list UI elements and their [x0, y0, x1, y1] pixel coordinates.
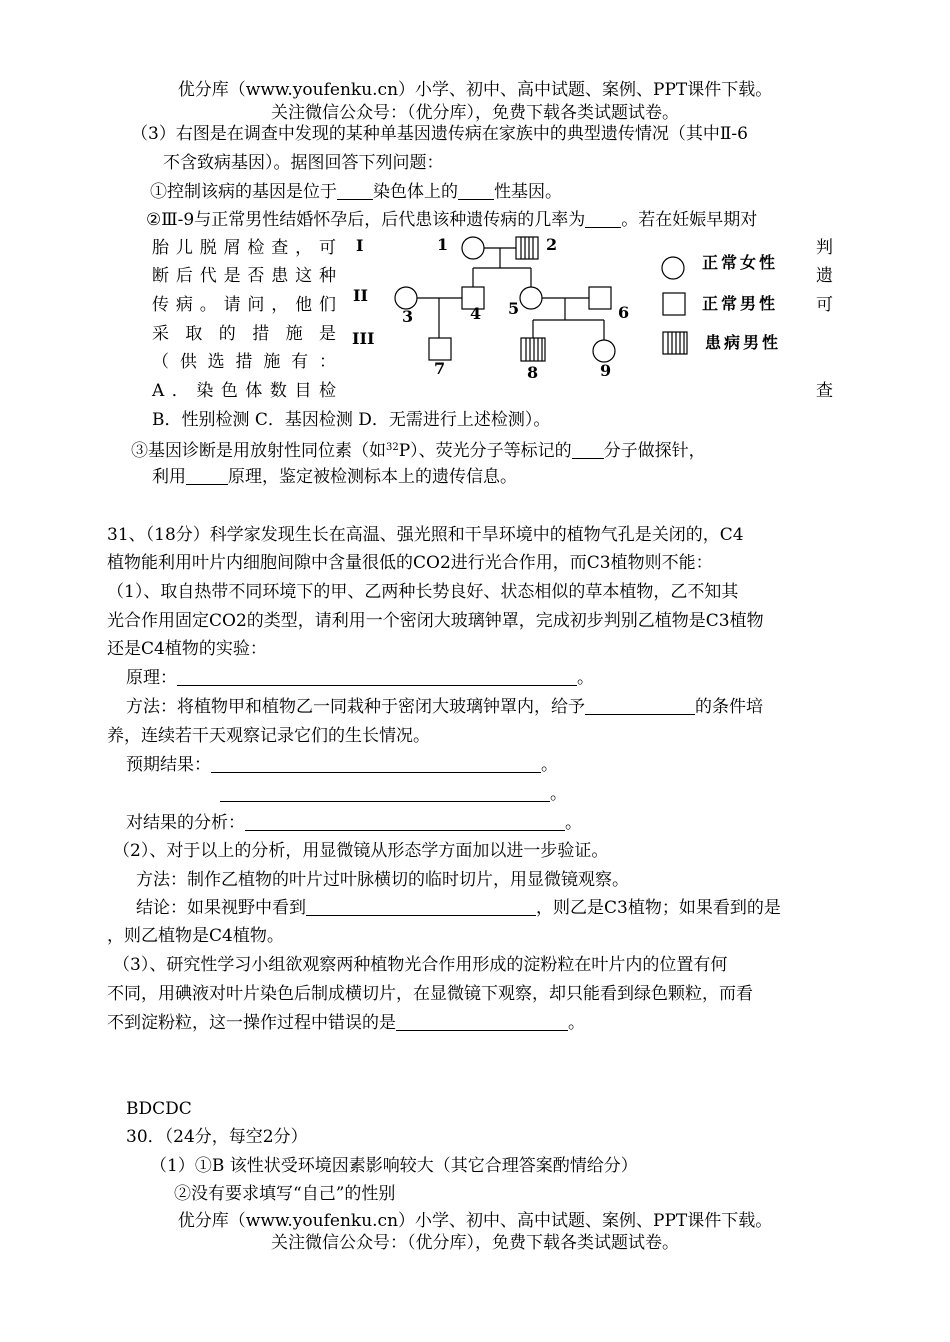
q31-part-2-conclusion-c: ，则乙植物是C4植物。 — [107, 926, 284, 946]
individual-6-male — [589, 287, 611, 309]
individual-1-female — [462, 237, 484, 259]
individual-2-affected-male — [516, 237, 538, 259]
q31-line-3: （1）、取自热带不同环境下的甲、乙两种长势良好、状态相似的草本植物，乙不知其 — [107, 582, 739, 602]
blank-dominance[interactable] — [458, 181, 494, 200]
conclusion-b: ，则乙是C3植物；如果看到的是 — [536, 898, 781, 918]
answer-choices: BDCDC — [126, 1099, 192, 1119]
blank-expected-2[interactable] — [220, 783, 550, 802]
blank-chromosome[interactable] — [337, 181, 373, 200]
legend-male-label: 正常男性 — [702, 294, 779, 313]
q31-analysis — [126, 812, 582, 834]
blank-condition[interactable] — [585, 696, 695, 715]
answer-q30-heading: 30．（24分，每空2分） — [126, 1127, 308, 1147]
blank-probe[interactable] — [572, 440, 604, 459]
q31-part-2: （2）、对于以上的分析，用显微镜从形态学方面加以进一步验证。 — [113, 841, 609, 861]
q31-method — [126, 696, 763, 718]
q31-line-4: 光合作用固定CO2的类型，请利用一个密闭大玻璃钟罩，完成初步判别乙植物是C3植物 — [107, 611, 764, 631]
num-2: 2 — [546, 235, 558, 254]
num-1: 1 — [437, 235, 449, 254]
blank-error[interactable] — [396, 1012, 568, 1031]
conclusion-a: 结论：如果视野中看到 — [136, 898, 306, 918]
q3-sub-1-b: 染色体上的 — [373, 182, 458, 202]
q3-sub-2-a: ②Ⅲ-9与正常男性结婚怀孕后，后代患该种遗传病的几率为 — [146, 210, 586, 230]
footer-line-2: 关注微信公众号：（优分库），免费下载各类试题试卷。 — [271, 1233, 679, 1253]
gen-label-3: III — [352, 329, 375, 348]
q3-options: B．性别检测 C．基因检测 D．无需进行上述检测）。 — [152, 410, 551, 430]
legend-female-icon — [662, 257, 684, 279]
q3-sub-1-a: ①控制该病的基因是位于 — [150, 182, 337, 202]
q31-part-3-line-3 — [107, 1012, 585, 1034]
num-9: 9 — [600, 361, 612, 380]
q3-wrap-1: 胎儿脱屑检查，可 — [152, 238, 336, 258]
q3-sub-2-b: 。若在妊娠早期对 — [621, 210, 758, 230]
q3-sub-3-e: 原理，鉴定被检测标本上的遗传信息。 — [228, 467, 517, 487]
q31-line-5: 还是C4植物的实验： — [107, 639, 267, 659]
gen-label-2: II — [353, 286, 368, 305]
blank-probability[interactable] — [585, 209, 621, 228]
q31-part-3-line-2: 不同，用碘液对叶片染色后制成横切片，在显微镜下观察，却只能看到绿色颗粒，而看 — [107, 984, 753, 1004]
blank-conclusion[interactable] — [306, 897, 536, 916]
num-5: 5 — [508, 299, 520, 318]
q3-wrap-4: 采取的措施是 — [152, 324, 336, 344]
principle-period: 。 — [577, 668, 594, 688]
q3-wrap-2: 断后代是否患这种 — [152, 266, 336, 286]
q3-intro-1: （3）右图是在调查中发现的某种单基因遗传病在家族中的典型遗传情况（其中Ⅱ-6 — [131, 124, 748, 144]
individual-3-female — [395, 287, 417, 309]
q3-wrap-5: （供选措施有： — [152, 352, 336, 372]
analysis-period: 。 — [565, 813, 582, 833]
blank-principle-3[interactable] — [186, 466, 228, 485]
blank-expected-1[interactable] — [211, 754, 541, 773]
legend-affected-label: 患病男性 — [705, 333, 782, 352]
individual-9-female — [593, 340, 615, 362]
q3-sub-3-a: ③基因诊断是用放射性同位素（如 — [131, 441, 386, 461]
num-6: 6 — [618, 303, 630, 322]
principle-label: 原理： — [126, 668, 177, 688]
q3-sub-3-c: 分子做探针， — [603, 441, 706, 461]
isotope-superscript: 32 — [386, 442, 399, 453]
q31-part-2-method: 方法：制作乙植物的叶片过叶脉横切的临时切片，用显微镜观察。 — [136, 870, 629, 890]
q3-sub-1-c: 性基因。 — [494, 182, 562, 202]
header-line-1: 优分库（www.youfenku.cn）小学、初中、高中试题、案例、PPT课件下载。 — [177, 80, 773, 100]
expected-period-1: 。 — [541, 755, 558, 775]
expected-period-2: 。 — [550, 784, 567, 804]
q31-expected-1 — [126, 754, 558, 776]
q3-right-6: 查 — [816, 381, 833, 401]
blank-analysis[interactable] — [245, 812, 565, 831]
q3-right-3: 可 — [816, 295, 833, 315]
q3-sub-3-line2 — [152, 466, 517, 488]
method-a: 方法：将植物甲和植物乙一同栽种于密闭大玻璃钟罩内，给予 — [126, 697, 585, 717]
q3-sub-1 — [150, 181, 562, 203]
q31-expected-2 — [220, 783, 567, 805]
gen-label-1: I — [356, 236, 364, 255]
num-7: 7 — [434, 359, 446, 378]
q3-intro-2: 不含致病基因）。据图回答下列问题： — [163, 153, 444, 173]
part-3-a: 不到淀粉粒，这一操作过程中错误的是 — [107, 1013, 396, 1033]
expected-label: 预期结果： — [126, 755, 211, 775]
q31-part-3-line-1: （3）、研究性学习小组欲观察两种植物光合作用形成的淀粉粒在叶片内的位置有何 — [113, 955, 728, 975]
individual-7-male — [429, 338, 451, 360]
q31-part-2-conclusion — [136, 897, 781, 919]
legend-female-label: 正常女性 — [702, 253, 779, 272]
q3-sub-3 — [131, 437, 706, 462]
analysis-label: 对结果的分析： — [126, 813, 245, 833]
q3-sub-3-d: 利用 — [152, 467, 186, 487]
q31-line-1: 31、（18分）科学家发现生长在高温、强光照和干旱环境中的植物气孔是关闭的，C4 — [107, 525, 744, 545]
q3-right-2: 遗 — [816, 266, 833, 286]
part-3-b: 。 — [568, 1013, 585, 1033]
method-b: 的条件培 — [695, 697, 763, 717]
q3-sub-3-b: P）、荧光分子等标记的 — [398, 441, 572, 461]
answer-line-1: （1）①B 该性状受环境因素影响较大（其它合理答案酌情给分） — [150, 1156, 638, 1176]
blank-principle[interactable] — [177, 667, 577, 686]
answer-line-2: ②没有要求填写“自己”的性别 — [174, 1184, 396, 1204]
q3-wrap-3: 传病。请问，他们 — [152, 295, 336, 315]
footer-line-1: 优分库（www.youfenku.cn）小学、初中、高中试题、案例、PPT课件下载。 — [177, 1211, 773, 1231]
legend-male-icon — [663, 293, 685, 315]
header-line-2: 关注微信公众号：（优分库），免费下载各类试题试卷。 — [271, 103, 679, 123]
q3-wrap-6: A．染色体数目检 — [152, 381, 336, 401]
q31-method-c: 养，连续若干天观察记录它们的生长情况。 — [107, 726, 430, 746]
num-4: 4 — [470, 304, 482, 323]
q31-line-2: 植物能利用叶片内细胞间隙中含量很低的CO2进行光合作用，而C3植物则不能： — [107, 553, 713, 573]
q3-right-1: 判 — [816, 238, 833, 258]
num-8: 8 — [527, 363, 539, 382]
individual-5-female — [520, 287, 542, 309]
q31-principle — [126, 667, 594, 689]
num-3: 3 — [402, 307, 414, 326]
